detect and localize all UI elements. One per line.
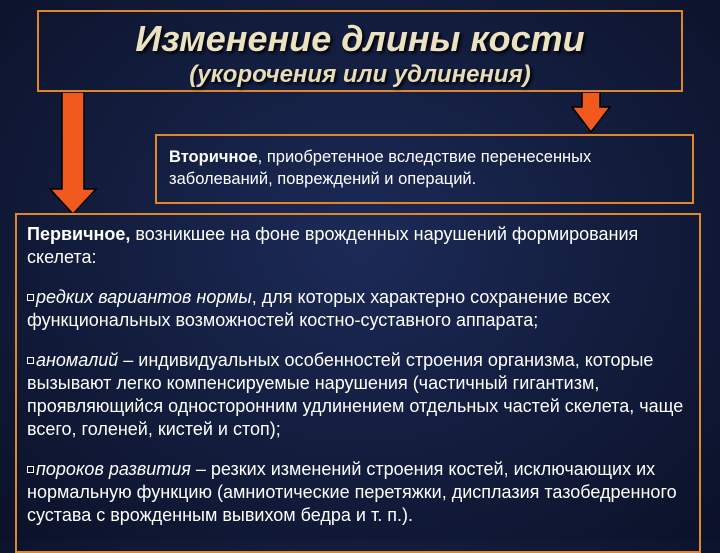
primary-text: возникшее на фоне врожденных нарушений формирования скелета: <box>27 224 639 267</box>
list-item <box>27 349 691 441</box>
checkbox-bullet-icon <box>27 294 34 301</box>
page-subtitle: (укорочения или удлинения) <box>189 61 531 88</box>
page-title: Изменение длины кости <box>135 18 585 59</box>
checkbox-bullet-icon <box>27 357 34 364</box>
item-term: пороков развития <box>36 459 191 479</box>
item-text: – резких изменений строения костей, исключающих их нормальную функцию (амниотические перетяжки, дисплазия тазобедренного сустава с врожденным вывихом бедра и т. п.). <box>27 459 677 525</box>
item-text: , для которых характерно сохранение всех функциональных возможностей костно-суставного аппарата; <box>27 287 611 330</box>
item-term: аномалий <box>36 350 119 370</box>
secondary-box <box>155 134 694 204</box>
title-box <box>37 10 683 92</box>
secondary-term: Вторичное <box>169 148 258 166</box>
primary-term: Первичное, <box>27 224 131 244</box>
primary-intro <box>27 223 691 269</box>
down-arrow-icon <box>48 92 98 217</box>
item-text: – индивидуальных особенностей строения организма, которые вызывают легко компенсируемые нарушения (частичный гигантизм, проявляющийся односторонним удлинением отдельных частей скелета, чаще всего, голеней, кистей и стоп); <box>27 350 684 439</box>
item-term: редких вариантов нормы <box>36 287 252 307</box>
checkbox-bullet-icon <box>27 466 34 473</box>
down-arrow-icon <box>571 92 611 134</box>
list-item <box>27 286 691 332</box>
list-item <box>27 458 691 527</box>
primary-box <box>15 213 701 553</box>
secondary-text: , приобретенное вследствие перенесенных заболеваний, повреждений и операций. <box>169 148 592 188</box>
